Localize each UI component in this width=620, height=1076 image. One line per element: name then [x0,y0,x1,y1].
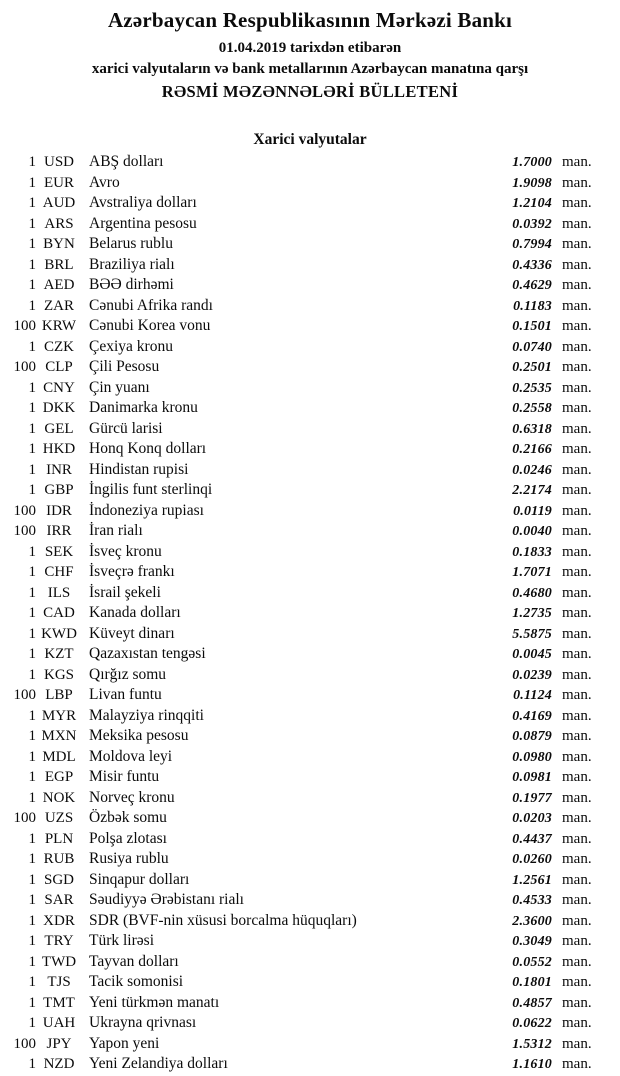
currency-name-cell: Qırğız somu [89,665,167,683]
currency-code-cell: XDR [43,912,75,929]
currency-name-cell: Yeni türkmən manatı [89,993,220,1011]
currency-name-cell: Meksika pesosu [89,727,189,744]
unit-cell: man. [562,810,592,826]
currency-name-cell: Ukrayna qrivnası [89,1014,197,1031]
quantity-cell: 100 [13,318,36,334]
rate-cell: 0.1124 [513,688,552,703]
quantity-cell: 1 [28,953,36,970]
currency-code-cell: CZK [44,338,74,355]
currency-name-cell: Çili Pesosu [89,358,160,375]
unit-cell: man. [562,338,592,355]
currency-name-cell: İran rialı [89,522,143,539]
table-row [0,419,620,440]
unit-cell: man. [562,359,592,375]
unit-cell: man. [562,236,592,252]
quantity-cell: 1 [28,441,36,457]
currency-table [0,152,620,1075]
scope-line: xarici valyutaların və bank metallarının Azərbaycan manatına qarşı [91,61,529,77]
unit-cell: man. [562,564,592,580]
quantity-cell: 100 [13,359,36,375]
currency-code-cell: MYR [41,707,77,724]
currency-code-cell: ZAR [44,297,74,314]
unit-cell: man. [562,523,592,539]
rate-cell: 2.3600 [512,913,552,929]
table-row [0,214,620,235]
currency-code-cell: CHF [44,564,74,580]
currency-name-cell: Avro [89,173,120,191]
currency-code-cell: TMT [43,994,75,1011]
rate-cell: 0.0119 [513,503,552,519]
quantity-cell: 1 [28,892,36,908]
table-row [0,665,620,686]
currency-code-cell: UZS [44,810,74,826]
rate-cell: 1.7000 [512,155,552,170]
unit-cell: man. [562,707,592,724]
rate-cell: 0.0622 [512,1016,552,1031]
currency-name-cell: Malayziya rinqqiti [89,706,204,724]
rate-cell: 0.0980 [512,749,552,765]
table-row [0,398,620,419]
quantity-cell: 1 [28,789,36,806]
unit-cell: man. [562,420,592,437]
quantity-cell: 100 [13,1035,36,1052]
rate-cell: 0.0239 [512,667,552,683]
quantity-cell: 1 [28,338,36,355]
currency-code-cell: EGP [44,769,74,785]
currency-name-cell: Kanada dolları [89,604,181,621]
bulletin-title: RƏSMİ MƏZƏNNƏLƏRİ BÜLLETENİ [161,82,459,101]
unit-cell: man. [562,215,592,232]
table-row [0,972,620,993]
rate-cell: 0.2558 [512,401,552,416]
unit-cell: man. [562,646,592,662]
currency-code-cell: GEL [44,420,74,437]
table-row [0,890,620,911]
rate-cell: 0.1801 [512,975,552,990]
table-row [0,357,620,378]
quantity-cell: 1 [28,236,36,252]
currency-name-cell: Tacik somonisi [89,973,184,990]
unit-cell: man. [562,974,592,990]
table-row [0,439,620,460]
rate-cell: 0.4533 [512,893,552,908]
rate-cell: 0.0552 [512,954,552,970]
rate-cell: 2.2174 [512,483,552,498]
unit-cell: man. [562,789,592,806]
rate-cell: 0.0392 [512,216,552,232]
rate-cell: 0.0203 [512,811,552,826]
table-row [0,501,620,522]
bank-title: Azərbaycan Respublikasının Mərkəzi Bankı [107,8,513,32]
currency-code-cell: CAD [43,605,75,621]
currency-code-cell: ILS [47,584,71,601]
currency-code-cell: SEK [44,543,74,560]
unit-cell: man. [562,851,592,867]
currency-name-cell: Gürcü larisi [89,419,163,437]
currency-name-cell: ABŞ dolları [89,153,164,170]
table-row [0,849,620,870]
unit-cell: man. [562,933,592,949]
currency-code-cell: RUB [43,851,75,867]
unit-cell: man. [562,687,592,703]
currency-name-cell: İsrail şekeli [89,583,161,601]
currency-code-cell: UAH [42,1015,76,1031]
rate-cell: 0.0045 [512,647,552,662]
quantity-cell: 1 [28,646,36,662]
currency-code-cell: HKD [42,441,76,457]
unit-cell: man. [562,1056,592,1072]
quantity-cell: 1 [28,543,36,560]
table-row [0,644,620,665]
table-row [0,378,620,399]
table-row [0,726,620,747]
currency-name-cell: Moldova leyi [89,747,173,765]
unit-cell: man. [562,748,592,765]
table-row [0,460,620,481]
quantity-cell: 1 [28,666,36,683]
unit-cell: man. [562,482,592,498]
unit-cell: man. [562,830,592,847]
quantity-cell: 1 [28,851,36,867]
table-row [0,316,620,337]
quantity-cell: 1 [28,297,36,314]
unit-cell: man. [562,1035,592,1052]
rate-cell: 0.0879 [512,729,552,744]
unit-cell: man. [562,277,592,293]
currency-code-cell: CNY [43,379,75,396]
currency-name-cell: Polşa zlotası [89,829,167,847]
unit-cell: man. [562,892,592,908]
table-row [0,931,620,952]
quantity-cell: 1 [28,728,36,744]
unit-cell: man. [562,605,592,621]
table-row [0,193,620,214]
table-row [0,706,620,727]
rate-cell: 0.1977 [512,790,552,806]
unit-cell: man. [562,543,592,560]
currency-name-cell: Hindistan rupisi [89,460,189,478]
effective-date-line: 01.04.2019 tarixdən etibarən [218,40,402,56]
unit-cell: man. [562,441,592,457]
quantity-cell: 1 [28,974,36,990]
unit-cell: man. [562,174,592,191]
rate-cell: 0.1833 [512,544,552,560]
currency-name-cell: Çin yuanı [89,378,150,396]
table-row [0,829,620,850]
quantity-cell: 1 [28,195,36,211]
unit-cell: man. [562,154,592,170]
quantity-cell: 1 [28,769,36,785]
currency-name-cell: Cənubi Afrika randı [89,296,213,314]
rate-cell: 0.4169 [512,708,552,724]
table-row [0,870,620,891]
quantity-cell: 1 [28,1056,36,1072]
currency-code-cell: DKK [42,400,76,416]
rate-cell: 0.0260 [512,852,552,867]
unit-cell: man. [562,195,592,211]
quantity-cell: 100 [13,687,36,703]
quantity-cell: 1 [28,256,36,273]
currency-name-cell: SDR (BVF-nin xüsusi borcalma hüquqları) [89,911,357,929]
currency-code-cell: AUD [42,195,76,211]
quantity-cell: 1 [28,707,36,724]
table-row [0,562,620,583]
unit-cell: man. [562,1015,592,1031]
unit-cell: man. [562,461,592,478]
currency-code-cell: TJS [47,974,71,990]
currency-name-cell: Norveç kronu [89,788,175,806]
table-row [0,173,620,194]
currency-name-cell: Küveyt dinarı [89,624,175,642]
quantity-cell: 1 [28,933,36,949]
currency-name-cell: Sinqapur dolları [89,870,190,888]
quantity-cell: 1 [28,584,36,601]
rate-cell: 1.9098 [512,175,552,191]
table-row [0,234,620,255]
currency-code-cell: AED [43,277,75,293]
table-row [0,685,620,706]
quantity-cell: 1 [28,482,36,498]
currency-code-cell: MXN [41,728,77,744]
unit-cell: man. [562,256,592,273]
table-row [0,952,620,973]
currency-name-cell: Braziliya rialı [89,255,175,273]
currency-code-cell: INR [46,461,72,478]
currency-code-cell: TWD [41,953,77,970]
rate-cell: 0.4629 [512,278,552,293]
table-row [0,521,620,542]
rate-cell: 0.0981 [512,770,552,785]
unit-cell: man. [562,871,592,888]
currency-name-cell: Misir funtu [89,768,160,785]
unit-cell: man. [562,379,592,396]
currency-code-cell: NZD [43,1056,75,1072]
rate-cell: 0.2535 [512,380,552,396]
table-row [0,152,620,173]
currency-code-cell: TRY [44,933,74,949]
currency-name-cell: İsveçrə frankı [89,563,175,580]
currency-name-cell: Honq Konq dolları [89,440,207,457]
rate-cell: 0.0740 [512,339,552,355]
quantity-cell: 1 [28,174,36,191]
table-row [0,480,620,501]
quantity-cell: 1 [28,912,36,929]
currency-code-cell: EUR [44,174,74,191]
unit-cell: man. [562,769,592,785]
rate-cell: 1.1610 [512,1057,552,1072]
currency-code-cell: PLN [44,830,74,847]
unit-cell: man. [562,297,592,314]
table-row [0,255,620,276]
currency-name-cell: Argentina pesosu [89,214,197,232]
unit-cell: man. [562,912,592,929]
currency-code-cell: BRL [44,256,74,273]
quantity-cell: 1 [28,154,36,170]
table-row [0,1013,620,1034]
currency-name-cell: Belarus rublu [89,235,173,252]
quantity-cell: 1 [28,625,36,642]
unit-cell: man. [562,994,592,1011]
rate-cell: 0.4680 [512,585,552,601]
rate-cell: 5.5875 [512,626,552,642]
currency-name-cell: İngilis funt sterlinqi [89,481,213,498]
currency-name-cell: BƏƏ dirhəmi [89,276,174,293]
table-row [0,993,620,1014]
rate-cell: 1.2561 [512,872,552,888]
rate-cell: 1.2735 [512,606,552,621]
table-row [0,1034,620,1055]
unit-cell: man. [562,666,592,683]
unit-cell: man. [562,584,592,601]
currency-code-cell: LBP [45,687,73,703]
currency-code-cell: NOK [42,789,76,806]
rate-cell: 1.2104 [512,196,552,211]
table-row [0,583,620,604]
quantity-cell: 1 [28,420,36,437]
table-row [0,275,620,296]
currency-code-cell: CLP [45,359,73,375]
quantity-cell: 1 [28,748,36,765]
currency-name-cell: Özbək somu [89,809,167,826]
quantity-cell: 1 [28,400,36,416]
rate-cell: 0.2501 [512,360,552,375]
quantity-cell: 100 [13,523,36,539]
document-header [0,0,620,103]
rate-cell: 1.7071 [512,565,552,580]
currency-code-cell: JPY [46,1035,72,1052]
currency-name-cell: Qazaxıstan tengəsi [89,645,206,662]
currency-code-cell: KWD [41,625,77,642]
currency-code-cell: ARS [44,215,74,232]
currency-code-cell: SGD [43,871,74,888]
unit-cell: man. [562,953,592,970]
currency-code-cell: GBP [44,482,74,498]
unit-cell: man. [562,318,592,334]
quantity-cell: 1 [28,605,36,621]
quantity-cell: 1 [28,871,36,888]
table-row [0,296,620,317]
currency-name-cell: Tayvan dolları [89,952,179,970]
rate-cell: 0.3049 [512,934,552,949]
rate-cell: 0.6318 [512,421,552,437]
currency-code-cell: KRW [41,318,77,334]
currency-name-cell: Türk lirəsi [89,932,154,949]
rate-cell: 0.7994 [512,237,552,252]
rate-cell: 0.1501 [512,319,552,334]
rate-cell: 0.1183 [513,298,552,314]
table-row [0,747,620,768]
unit-cell: man. [562,728,592,744]
unit-cell: man. [562,400,592,416]
rate-cell: 0.4336 [512,257,552,273]
currency-name-cell: Cənubi Korea vonu [89,317,211,334]
rate-cell: 1.5312 [512,1036,552,1052]
currency-name-cell: İsveç kronu [89,542,162,560]
quantity-cell: 100 [13,810,36,826]
table-row [0,603,620,624]
rate-cell: 0.4857 [512,995,552,1011]
table-row [0,624,620,645]
rate-cell: 0.2166 [512,442,552,457]
currency-code-cell: KGS [43,666,74,683]
quantity-cell: 1 [28,277,36,293]
currency-name-cell: Yeni Zelandiya dolları [89,1055,228,1072]
currency-name-cell: Yapon yeni [89,1034,160,1052]
table-row [0,788,620,809]
quantity-cell: 1 [28,564,36,580]
currency-name-cell: İndoneziya rupiası [89,501,204,519]
unit-cell: man. [562,625,592,642]
currency-code-cell: SAR [44,892,74,908]
currency-code-cell: USD [43,154,74,170]
rate-cell: 0.0246 [512,462,552,478]
currency-name-cell: Avstraliya dolları [89,194,197,211]
currency-code-cell: BYN [43,236,75,252]
quantity-cell: 1 [28,994,36,1011]
currency-name-cell: Livan funtu [89,686,162,703]
quantity-cell: 100 [13,502,36,519]
table-row [0,1054,620,1075]
rate-cell: 0.4437 [512,831,552,847]
currency-code-cell: MDL [42,748,76,765]
currency-code-cell: IRR [46,523,72,539]
quantity-cell: 1 [28,461,36,478]
table-row [0,808,620,829]
table-row [0,542,620,563]
currency-code-cell: IDR [46,502,72,519]
section-title-foreign-currencies: Xarici valyutalar [253,131,367,148]
currency-name-cell: Səudiyyə Ərəbistanı rialı [89,891,244,908]
quantity-cell: 1 [28,830,36,847]
currency-name-cell: Rusiya rublu [89,850,169,867]
currency-code-cell: KZT [44,646,74,662]
currency-name-cell: Danimarka kronu [89,399,198,416]
currency-name-cell: Çexiya kronu [89,337,173,355]
quantity-cell: 1 [28,379,36,396]
unit-cell: man. [562,502,592,519]
table-row [0,767,620,788]
rate-cell: 0.0040 [512,524,552,539]
table-row [0,911,620,932]
quantity-cell: 1 [28,1015,36,1031]
quantity-cell: 1 [28,215,36,232]
table-row [0,337,620,358]
